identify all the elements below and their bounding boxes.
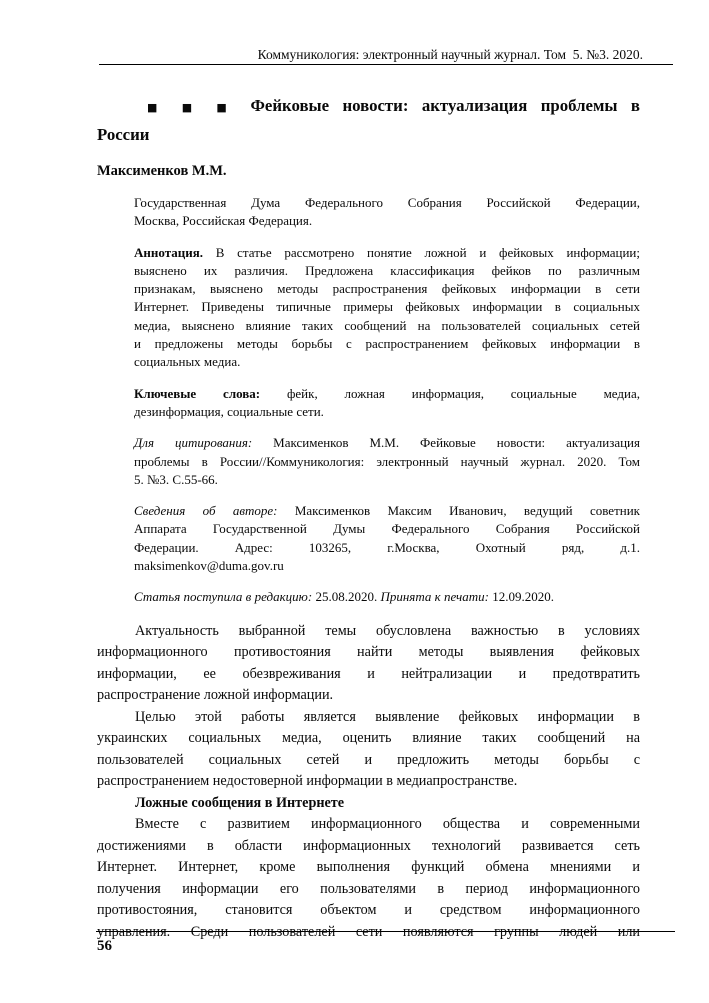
text-line: Актуальность выбранной темы обусловлена важностью в условиях [135, 622, 640, 639]
body-paragraph-1 [97, 621, 640, 707]
text-line: Вместе с развитием информационного общества и современными [135, 816, 640, 833]
text-line: получения информации его пользователями в период информационного [97, 880, 640, 897]
author-info [134, 502, 640, 575]
text-line: Для цитирования: Максименков М.М. Фейковые новости: актуализация [134, 435, 640, 451]
author-name: Максименков М.М. [97, 163, 227, 179]
text-line: Ключевые слова: фейк, ложная информация, социальные медиа, [134, 385, 640, 401]
article-content [97, 92, 640, 943]
text-line: Интернет. Интернет, кроме выполнения функций обмена мнениями и [97, 859, 640, 876]
article-title-line2: России [97, 125, 150, 144]
text-line: информации, ее обезвреживания и нейтрализации и предотвратить [97, 665, 640, 682]
article-title-line1 [97, 92, 640, 121]
text-line: проблемы в России//Коммуникология: электронный научный журнал. 2020. Том [134, 453, 640, 469]
section-squares-icon: ■ ■ ■ [147, 101, 238, 114]
text-line: управления. Среди пользователей сети появляются группы людей или [97, 923, 640, 940]
text-line: Федерации. Адрес: 103265, г.Москва, Охотный ряд, д.1. [134, 539, 640, 555]
text-line: 5. №3. С.55-66. [134, 471, 218, 487]
submission-dates [134, 588, 640, 606]
article-title [97, 92, 640, 148]
text-line: Целью этой работы является выявление фейковых информации в [135, 708, 640, 725]
text-line: информационного противостояния найти методы выявления фейковых [97, 644, 640, 661]
text-line: пользователей социальных сетей и предложить методы борьбы с [97, 751, 640, 768]
affiliation [134, 194, 640, 231]
text-line: социальных медиа. [134, 354, 241, 370]
text-line: распространение ложной информации. [97, 687, 334, 704]
text-line: Государственная Дума Федерального Собрания Российской Федерации, [134, 195, 640, 210]
text-line: и предложены методы борьбы с распространением фейковых информации в [134, 336, 640, 352]
article-title-text: Фейковые новости: актуализация проблемы в [250, 96, 640, 115]
text-line: достижениями в области информационных технологий развивается сеть [97, 837, 640, 854]
text-line: медиа, выяснено влияние таких сообщений на пользователей социальных сетей [134, 317, 640, 333]
text-line: Аппарата Государственной Думы Федерального Собрания Российской [134, 521, 640, 537]
text-line: противостояния, становится объектом и средством информационного [97, 902, 640, 919]
body-paragraph-3 [97, 814, 640, 943]
text-line: Интернет. Приведены типичные примеры фейковых информации в социальных [134, 299, 640, 315]
text-line: Москва, Российская Федерация. [134, 213, 313, 229]
text-line: дезинформация, социальные сети. [134, 403, 324, 419]
text-line: украинских социальных медиа, оценить влияние таких сообщений на [97, 730, 640, 747]
journal-header: Коммуникология: электронный научный журнал. Том 5. №3. 2020. [257, 47, 643, 62]
text-line: Статья поступила в редакцию: 25.08.2020. Принята к печати: 12.09.2020. [134, 589, 554, 605]
page-number: 56 [97, 938, 112, 954]
keywords [134, 385, 640, 422]
text-line: Ложные сообщения в Интернете [135, 794, 345, 811]
section-heading [97, 793, 640, 815]
text-line: распространением недостоверной информации в медиапространстве. [97, 773, 518, 790]
text-line: признакам, выяснено методы распространения фейковых информации в сети [134, 281, 640, 297]
text-line: maksimenkov@duma.gov.ru [134, 558, 284, 574]
text-line: Аннотация. В статье рассмотрено понятие ложной и фейковых информации; [134, 244, 640, 260]
footer-rule [96, 931, 675, 932]
body-paragraph-2 [97, 707, 640, 793]
citation-info [134, 434, 640, 489]
abstract [134, 244, 640, 372]
text-line: выяснено их различия. Предложена классификация фейков по различным [134, 262, 640, 278]
text-line: Сведения об авторе: Максименков Максим Иванович, ведущий советник [134, 503, 640, 519]
header-rule [99, 64, 673, 65]
